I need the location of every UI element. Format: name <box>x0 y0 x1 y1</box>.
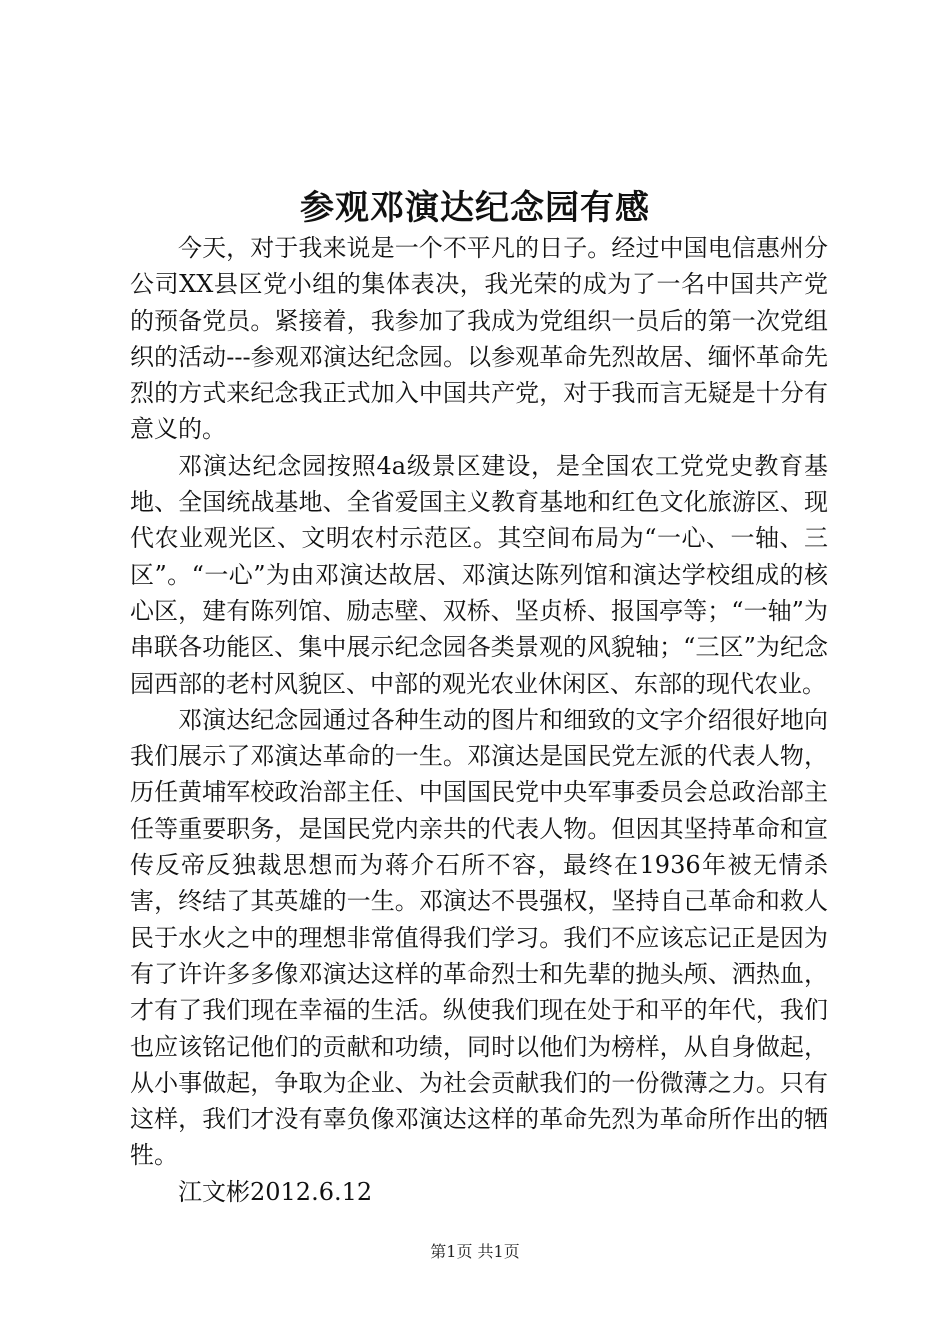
paragraph-3: 邓演达纪念园通过各种生动的图片和细致的文字介绍很好地向我们展示了邓演达革命的一生。邓演达是国民党左派的代表人物，历任黄埔军校政治部主任、中国国民党中央军事委员会总政治部主任等重要职务，是国民党内亲共的代表人物。但因其坚持革命和宣传反帝反独裁思想而为蒋介石所不容，最终在1936年被无情杀害，终结了其英雄的一生。邓演达不畏强权，坚持自己革命和救人民于水火之中的理想非常值得我们学习。我们不应该忘记正是因为有了许许多多像邓演达这样的革命烈士和先辈的抛头颅、洒热血，才有了我们现在幸福的生活。纵使我们现在处于和平的年代，我们也应该铭记他们的贡献和功绩，同时以他们为榜样，从自身做起，从小事做起，争取为企业、为社会贡献我们的一份微薄之力。只有这样，我们才没有辜负像邓演达这样的革命先烈为革命所作出的牺牲。 <box>130 705 828 1170</box>
paragraph-2: 邓演达纪念园按照4a级景区建设，是全国农工党党史教育基地、全国统战基地、全省爱国主义教育基地和红色文化旅游区、现代农业观光区、文明农村示范区。其空间布局为“一心、一轴、三区”。“一心”为由邓演达故居、邓演达陈列馆和演达学校组成的核心区，建有陈列馆、励志壁、双桥、坚贞桥、报国亭等；“一轴”为串联各功能区、集中展示纪念园各类景观的风貌轴；“三区”为纪念园西部的老村风貌区、中部的观光农业休闲区、东部的现代农业。 <box>130 451 828 698</box>
page-footer: 第1页 共1页 <box>430 1242 520 1261</box>
signature: 江文彬2012.6.12 <box>178 1177 373 1206</box>
paragraph-1: 今天，对于我来说是一个不平凡的日子。经过中国电信惠州分公司XX县区党小组的集体表决，我光荣的成为了一名中国共产党的预备党员。紧接着，我参加了我成为党组织一员后的第一次党组织的活动---参观邓演达纪念园。以参观革命先烈故居、缅怀革命先烈的方式来纪念我正式加入中国共产党，对于我而言无疑是十分有意义的。 <box>130 234 828 444</box>
document-body <box>130 230 828 1210</box>
document-title: 参观邓演达纪念园有感 <box>300 188 650 228</box>
